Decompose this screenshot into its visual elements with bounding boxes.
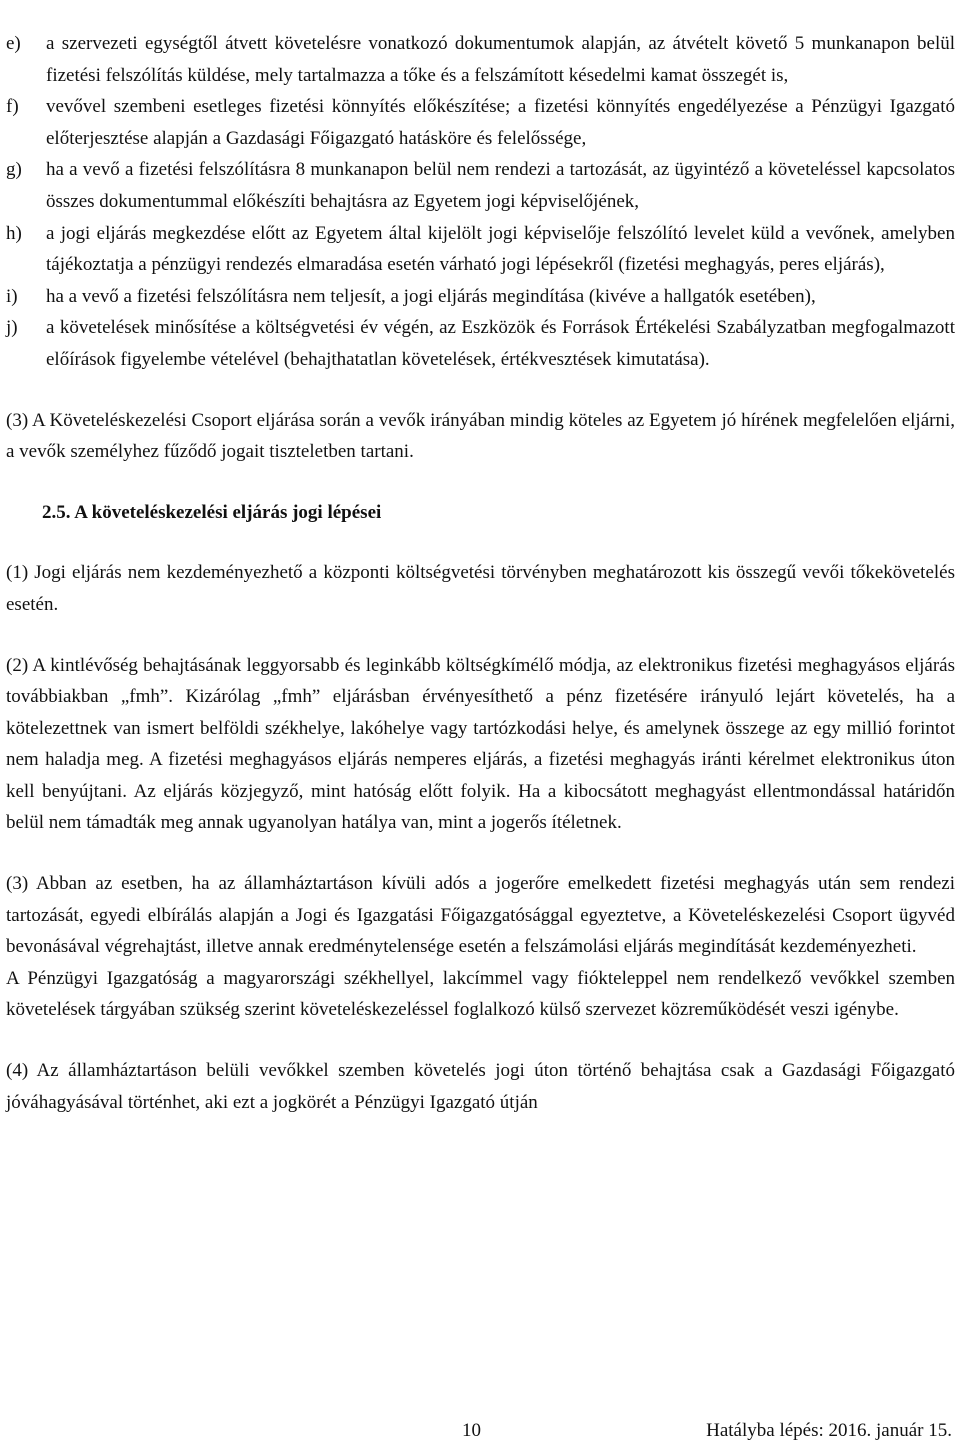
list-item-text: vevővel szembeni esetleges fizetési könnyítés előkészítése; a fizetési könnyítés engedélyezése a Pénzügyi Igazgató előterjesztése alapján a Gazdasági Főigazgató hatásköre és felelőssége, (46, 96, 955, 149)
list-item-label: g) (6, 159, 22, 181)
list-item (6, 312, 955, 375)
list-item-text: ha a vevő a fizetési felszólításra 8 munkanapon belül nem rendezi a tartozását, az ügyintéző a követeléssel kapcsolatos összes dokumentummal előkészíti behajtásra az Egyetem jogi képviselőjének, (46, 159, 955, 212)
section-heading: 2.5. A követeléskezelési eljárás jogi lépései (42, 501, 382, 523)
list-item (6, 218, 955, 281)
paragraph-4: (4) Az államháztartáson belüli vevőkkel szemben követelés jogi úton történő behajtása csak a Gazdasági Főigazgató jóváhagyásával történhet, aki ezt a jogkörét a Pénzügyi Igazgató útján (6, 1060, 955, 1113)
paragraph-2: (2) A kintlévőség behajtásának leggyorsabb és leginkább költségkímélő módja, az elektronikus fizetési meghagyásos eljárás továbbiakban „fmh”. Kizárólag „fmh” eljárásban érvényesíthető a pénz fizetésére irányuló lejárt követelés, ha a kötelezettnek van ismert belföldi székhelye, lakóhelye vagy tartózkodási helye, és amelynek összege az egy millió forintot nem haladja meg. A fizetési meghagyásos eljárás nemperes eljárás, a fizetési meghagyás iránti kérelmet elektronikus úton kell benyújtani. Az eljárás közjegyző, mint hatóság előtt folyik. Ha a kibocsátott meghagyást ellentmondással határidőn belül nem támadták meg annak ugyanolyan hatálya van, mint a jogerős ítéletnek. (6, 654, 955, 834)
list-item-text: a követelések minősítése a költségvetési év végén, az Eszközök és Források Értékelési Szabályzatban megfogalmazott előírások figyelembe vételével (behajthatatlan követelések, értékvesztések kimutatása). (46, 317, 955, 370)
list-item-label: j) (6, 317, 18, 339)
list-item-label: h) (6, 222, 22, 244)
list-item (6, 28, 955, 91)
paragraph-3-csoport: (3) A Követeléskezelési Csoport eljárása során a vevők irányában mindig köteles az Egyetem jó hírének megfelelően eljárni, a vevők személyhez fűződő jogait tiszteletben tartani. (6, 409, 955, 463)
list-item-label: i) (6, 285, 18, 307)
list-item-label: f) (6, 96, 19, 118)
paragraph-3: (3) Abban az esetben, ha az államháztartáson kívüli adós a jogerőre emelkedett fizetési meghagyás után sem rendezi tartozását, egyedi elbírálás alapján a Jogi és Igazgatási Főigazgatósággal egyeztetve, a Követeléskezelési Csoport ügyvéd bevonásával végrehajtást, illetve annak eredménytelensége esetén a felszámolási eljárás megindítását kezdeményezheti. (6, 873, 955, 958)
list-item-text: a jogi eljárás megkezdése előtt az Egyetem által kijelölt jogi képviselője felszólító levelet küld a vevőnek, amelyben tájékoztatja a pénzügyi rendezés elmaradása esetén várható jogi lépésekről (fizetési meghagyás, peres eljárás), (46, 222, 955, 276)
page-number: 10 (462, 1420, 481, 1441)
paragraph-3-continuation: A Pénzügyi Igazgatóság a magyarországi székhellyel, lakcímmel vagy fiókteleppel nem rendelkező vevőkkel szemben követelések tárgyában szükség szerint követeléskezeléssel foglalkozó külső szervezet közreműködését veszi igénybe. (6, 967, 955, 1021)
paragraph-1: (1) Jogi eljárás nem kezdeményezhető a központi költségvetési törvényben meghatározott kis összegű vevői tőkekövetelés esetén. (6, 562, 955, 615)
document-body (6, 28, 955, 1118)
list-item (6, 281, 955, 313)
list-item (6, 91, 955, 154)
list-item-label: e) (6, 33, 21, 54)
list-item (6, 154, 955, 217)
list-item-text: a szervezeti egységtől átvett követelésre vonatkozó dokumentumok alapján, az átvételt követő 5 munkanapon belül fizetési felszólítás küldése, mely tartalmazza a tőke és a felszámított késedelmi kamat összegét is, (46, 33, 955, 86)
effective-date: Hatályba lépés: 2016. január 15. (706, 1420, 952, 1441)
list-item-text: ha a vevő a fizetési felszólításra nem teljesít, a jogi eljárás megindítása (kivéve a hallgatók esetében), (46, 285, 816, 307)
